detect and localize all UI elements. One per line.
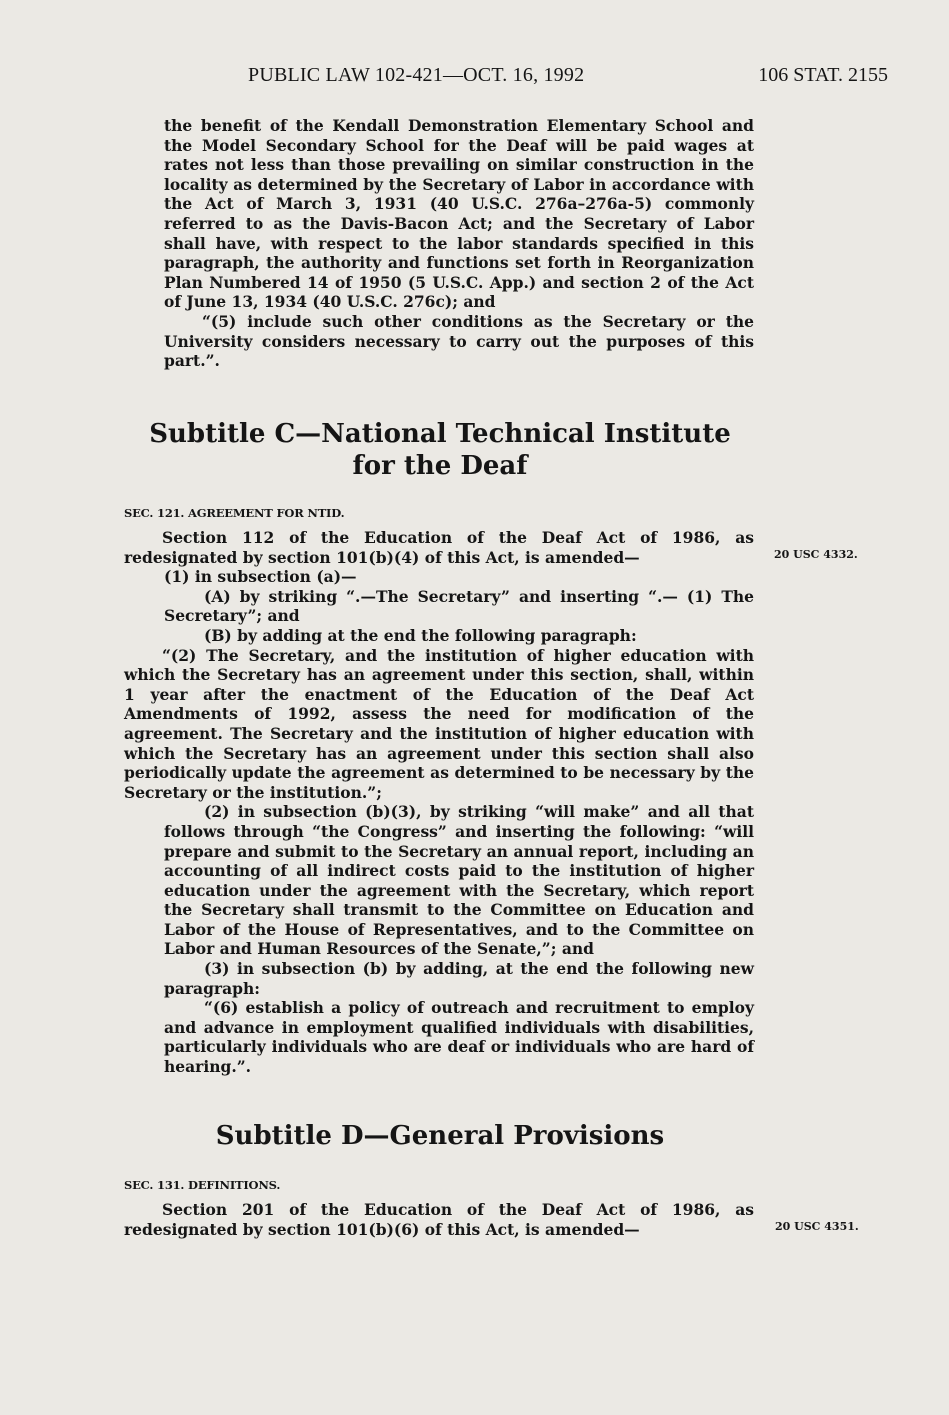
item-1A: (A) by striking “.—The Secretary” and inserting “.— (1) The Secretary”; and bbox=[164, 586, 754, 626]
item-3: (3) in subsection (b) by adding, at the end the following new paragraph: bbox=[164, 959, 754, 998]
quoted-paragraph-6: “(6) establish a policy of outreach and recruitment to employ and advance in employment qualified individuals with disabilities, particularly individuals who are deaf or individuals who are hard of hearing.”. bbox=[164, 998, 754, 1077]
item-1: (1) in subsection (a)— bbox=[164, 567, 357, 587]
subtitle-c-line2: for the Deaf bbox=[352, 451, 528, 481]
margin-citation-4351: 20 USC 4351. bbox=[775, 1220, 859, 1233]
section-121-heading: SEC. 121. AGREEMENT FOR NTID. bbox=[124, 506, 345, 520]
running-header bbox=[248, 64, 888, 94]
paragraph-continuation: the benefit of the Kendall Demonstration Elementary School and the Model Secondary School for the Deaf will be paid wages at rates not less than those prevailing on similar construction in the locality as determined by the Secretary of Labor in accordance with the Act of March 3, 1931 (40 U.S.C. 276a–276a-5) commonly referred to as the Davis-Bacon Act; and the Secretary of Labor shall have, with respect to the labor standards specified in this paragraph, the authority and functions set forth in Reorganization Plan Numbered 14 of 1950 (5 U.S.C. App.) and section 2 of the Act of June 13, 1934 (40 U.S.C. 276c); and bbox=[164, 116, 754, 312]
paragraph-item-5: “(5) include such other conditions as the Secretary or the University considers necessary to carry out the purposes of this part.”. bbox=[164, 311, 754, 371]
section-131-heading: SEC. 131. DEFINITIONS. bbox=[124, 1178, 281, 1192]
item-2: (2) in subsection (b)(3), by striking “will make” and all that follows through “the Congress” and inserting the following: “will prepare and submit to the Secretary an annual report, including an accounting of all indirect costs paid to the institution of higher education under the agreement with the Secretary, which report the Secretary shall transmit to the Committee on Education and Labor of the House of Representatives, and to the Committee on Labor and Human Resources of the Senate,”; and bbox=[164, 802, 754, 959]
section-131-body bbox=[124, 1200, 754, 1239]
section-121-intro: Section 112 of the Education of the Deaf Act of 1986, as redesignated by section 101(b)(4) of this Act, is amended— bbox=[124, 528, 754, 567]
continuation-text bbox=[164, 116, 754, 371]
public-law-title: PUBLIC LAW 102-421—OCT. 16, 1992 bbox=[248, 64, 585, 86]
statute-page-number: 106 STAT. 2155 bbox=[758, 64, 888, 86]
section-121-body bbox=[124, 528, 754, 1077]
subtitle-d-heading: Subtitle D—General Provisions bbox=[215, 1121, 665, 1151]
quoted-paragraph-2: “(2) The Secretary, and the institution of higher education with which the Secretary has an agreement under this section, shall, within 1 year after the enactment of the Education of the Deaf Act Amendments of 1992, assess the need for modification of the agreement. The Secretary and the institution of higher education with which the Secretary has an agreement under this section shall also periodically update the agreement as determined to be necessary by the Secretary or the institution.”; bbox=[124, 645, 754, 802]
item-1B: (B) by adding at the end the following paragraph: bbox=[204, 625, 637, 645]
subtitle-c-line1: Subtitle C—National Technical Institute bbox=[149, 419, 731, 449]
subtitle-c-heading bbox=[125, 418, 755, 482]
margin-citation-4332: 20 USC 4332. bbox=[774, 548, 858, 561]
section-131-intro: Section 201 of the Education of the Deaf Act of 1986, as redesignated by section 101(b)(6) of this Act, is amended— bbox=[124, 1200, 754, 1239]
